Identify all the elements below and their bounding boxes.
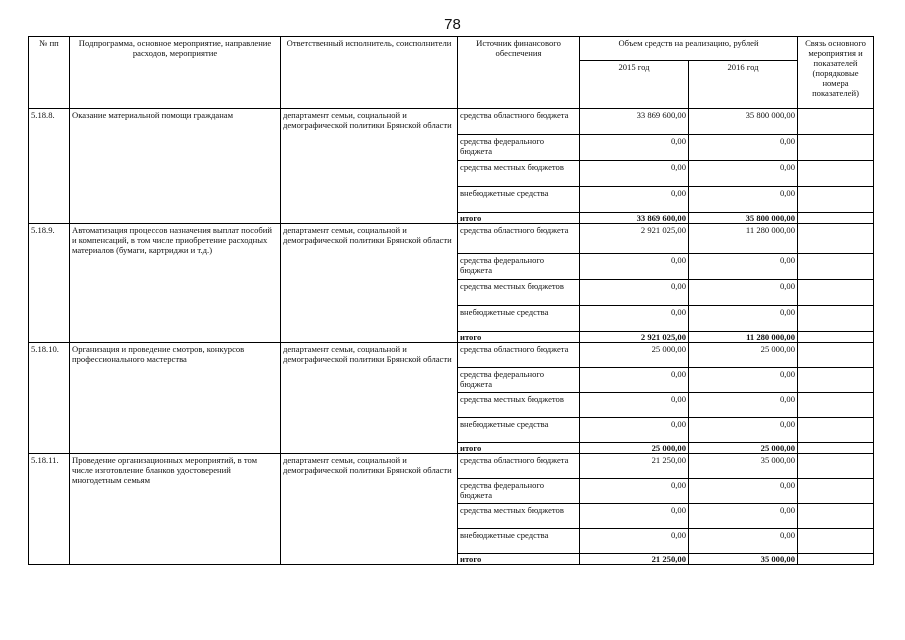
amount-2016: 0,00 — [689, 479, 798, 504]
indicator-link-cell — [798, 343, 874, 368]
total-2015: 25 000,00 — [580, 443, 689, 454]
amount-2016: 25 000,00 — [689, 343, 798, 368]
indicator-link-cell — [798, 443, 874, 454]
section-code: 5.18.11. — [29, 454, 70, 565]
funding-source: средства местных бюджетов — [458, 280, 580, 306]
total-label: итого — [458, 443, 580, 454]
amount-2015: 21 250,00 — [580, 454, 689, 479]
table-header — [29, 37, 874, 109]
amount-2015: 0,00 — [580, 479, 689, 504]
amount-2016: 35 000,00 — [689, 454, 798, 479]
section-name: Проведение организационных мероприятий, в том числе изготовление бланков удостоверений многодетным семьям — [70, 454, 281, 565]
header-year-2015: 2015 год — [580, 61, 689, 109]
section-name: Автоматизация процессов назначения выплат пособий и компенсаций, в том числе приобретение расходных материалов (бумаги, картриджи и т.д.) — [70, 224, 281, 343]
section-executor: департамент семьи, социальной и демографической политики Брянской области — [281, 454, 458, 565]
total-2016: 35 000,00 — [689, 554, 798, 565]
amount-2015: 0,00 — [580, 161, 689, 187]
funding-source: средства областного бюджета — [458, 454, 580, 479]
amount-2015: 33 869 600,00 — [580, 109, 689, 135]
funding-source: средства местных бюджетов — [458, 393, 580, 418]
amount-2016: 0,00 — [689, 135, 798, 161]
header-source: Источник финансового обеспечения — [458, 37, 580, 109]
total-2016: 11 280 000,00 — [689, 332, 798, 343]
header-year-2016: 2016 год — [689, 61, 798, 109]
table-row — [29, 224, 874, 254]
total-label: итого — [458, 213, 580, 224]
indicator-link-cell — [798, 161, 874, 187]
indicator-link-cell — [798, 418, 874, 443]
indicator-link-cell — [798, 224, 874, 254]
amount-2016: 0,00 — [689, 187, 798, 213]
table-row — [29, 109, 874, 135]
amount-2015: 2 921 025,00 — [580, 224, 689, 254]
section-name: Организация и проведение смотров, конкурсов профессионального мастерства — [70, 343, 281, 454]
indicator-link-cell — [798, 109, 874, 135]
amount-2016: 35 800 000,00 — [689, 109, 798, 135]
section-code: 5.18.8. — [29, 109, 70, 224]
indicator-link-cell — [798, 280, 874, 306]
amount-2015: 0,00 — [580, 393, 689, 418]
total-2015: 21 250,00 — [580, 554, 689, 565]
total-2015: 2 921 025,00 — [580, 332, 689, 343]
section-code: 5.18.9. — [29, 224, 70, 343]
amount-2016: 0,00 — [689, 161, 798, 187]
indicator-link-cell — [798, 306, 874, 332]
table-body — [29, 109, 874, 565]
amount-2015: 0,00 — [580, 504, 689, 529]
amount-2015: 25 000,00 — [580, 343, 689, 368]
amount-2016: 0,00 — [689, 306, 798, 332]
indicator-link-cell — [798, 504, 874, 529]
funding-source: средства областного бюджета — [458, 109, 580, 135]
indicator-link-cell — [798, 454, 874, 479]
section-executor: департамент семьи, социальной и демографической политики Брянской области — [281, 343, 458, 454]
indicator-link-cell — [798, 332, 874, 343]
amount-2016: 11 280 000,00 — [689, 224, 798, 254]
indicator-link-cell — [798, 529, 874, 554]
amount-2015: 0,00 — [580, 306, 689, 332]
amount-2015: 0,00 — [580, 368, 689, 393]
total-2015: 33 869 600,00 — [580, 213, 689, 224]
amount-2016: 0,00 — [689, 280, 798, 306]
page-number: 78 — [444, 16, 461, 33]
funding-source: средства федерального бюджета — [458, 479, 580, 504]
amount-2015: 0,00 — [580, 187, 689, 213]
funding-source: внебюджетные средства — [458, 418, 580, 443]
amount-2016: 0,00 — [689, 254, 798, 280]
indicator-link-cell — [798, 187, 874, 213]
total-2016: 35 800 000,00 — [689, 213, 798, 224]
amount-2016: 0,00 — [689, 418, 798, 443]
total-2016: 25 000,00 — [689, 443, 798, 454]
funding-source: внебюджетные средства — [458, 187, 580, 213]
indicator-link-cell — [798, 554, 874, 565]
table-row — [29, 343, 874, 368]
indicator-link-cell — [798, 393, 874, 418]
header-link: Связь основного мероприятия и показателей (порядковые номера показателей) — [798, 37, 874, 109]
amount-2016: 0,00 — [689, 529, 798, 554]
total-label: итого — [458, 332, 580, 343]
section-executor: департамент семьи, социальной и демографической политики Брянской области — [281, 224, 458, 343]
indicator-link-cell — [798, 368, 874, 393]
amount-2015: 0,00 — [580, 254, 689, 280]
section-name: Оказание материальной помощи гражданам — [70, 109, 281, 224]
amount-2015: 0,00 — [580, 280, 689, 306]
section-executor: департамент семьи, социальной и демографической политики Брянской области — [281, 109, 458, 224]
table-row — [29, 454, 874, 479]
funding-source: внебюджетные средства — [458, 306, 580, 332]
funding-source: средства местных бюджетов — [458, 161, 580, 187]
header-volume: Объем средств на реализацию, рублей — [580, 37, 798, 61]
indicator-link-cell — [798, 213, 874, 224]
funding-source: средства областного бюджета — [458, 343, 580, 368]
header-executor: Ответственный исполнитель, соисполнители — [281, 37, 458, 109]
indicator-link-cell — [798, 254, 874, 280]
budget-table — [28, 36, 874, 565]
amount-2015: 0,00 — [580, 529, 689, 554]
funding-source: средства федерального бюджета — [458, 254, 580, 280]
amount-2015: 0,00 — [580, 135, 689, 161]
amount-2016: 0,00 — [689, 393, 798, 418]
header-subprogram: Подпрограмма, основное мероприятие, направление расходов, мероприятие — [70, 37, 281, 109]
header-num: № пп — [29, 37, 70, 109]
indicator-link-cell — [798, 135, 874, 161]
amount-2016: 0,00 — [689, 504, 798, 529]
amount-2016: 0,00 — [689, 368, 798, 393]
section-code: 5.18.10. — [29, 343, 70, 454]
funding-source: средства местных бюджетов — [458, 504, 580, 529]
total-label: итого — [458, 554, 580, 565]
amount-2015: 0,00 — [580, 418, 689, 443]
funding-source: средства областного бюджета — [458, 224, 580, 254]
funding-source: средства федерального бюджета — [458, 135, 580, 161]
indicator-link-cell — [798, 479, 874, 504]
funding-source: средства федерального бюджета — [458, 368, 580, 393]
funding-source: внебюджетные средства — [458, 529, 580, 554]
